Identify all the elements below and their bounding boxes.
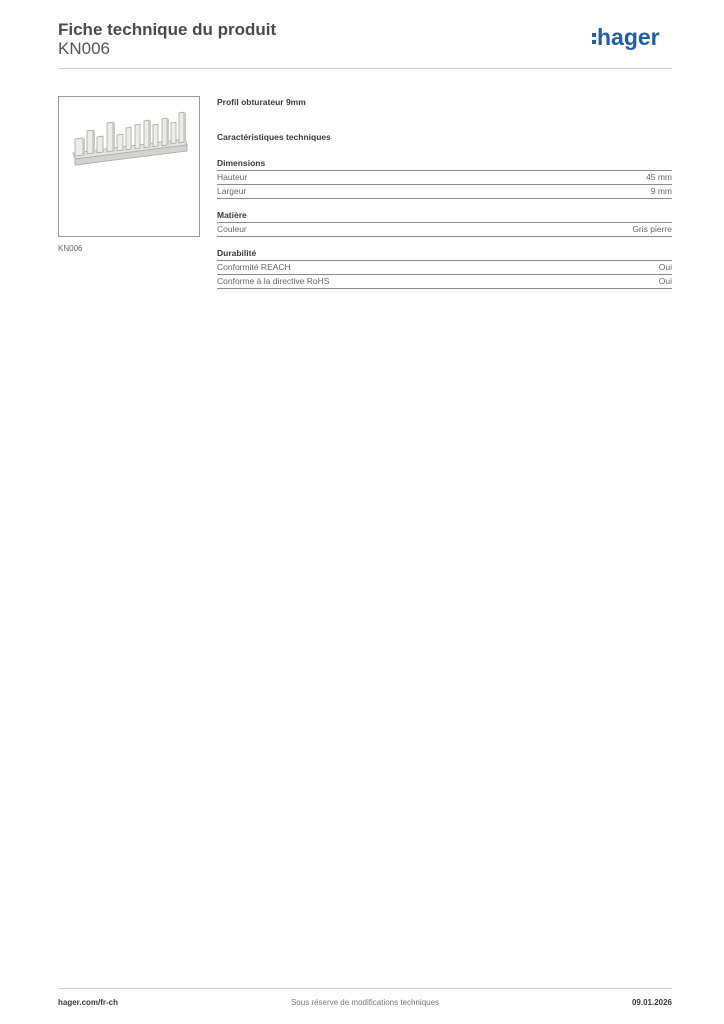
spec-label: Conformité REACH [217, 262, 291, 272]
product-reference: KN006 [58, 39, 110, 58]
footer-website-link[interactable]: hager.com/fr-ch [58, 998, 119, 1007]
spec-label: Couleur [217, 224, 247, 234]
section-durability [217, 247, 672, 289]
spec-row [217, 261, 672, 275]
header-divider [58, 68, 672, 69]
footer-date: 09.01.2026 [631, 998, 672, 1007]
spec-value: Gris pierre [632, 224, 672, 234]
specifications-panel [217, 96, 672, 289]
spec-row [217, 185, 672, 199]
section-title: Durabilité [217, 247, 672, 261]
spec-label: Hauteur [217, 172, 248, 182]
image-caption: KN006 [58, 244, 83, 253]
spec-value: Oui [658, 262, 672, 272]
section-title: Dimensions [217, 157, 672, 171]
spec-label: Conforme à la directive RoHS [217, 276, 330, 286]
specs-heading: Caractéristiques techniques [217, 132, 331, 142]
logo-wordmark: hager [597, 26, 660, 50]
hager-logo [592, 26, 672, 52]
footer-disclaimer: Sous réserve de modifications techniques [290, 998, 440, 1007]
spec-value: Oui [658, 276, 672, 286]
spec-value: 9 mm [650, 186, 672, 196]
product-image [58, 96, 200, 237]
document-header [58, 20, 672, 68]
section-material [217, 209, 672, 237]
spec-row [217, 275, 672, 289]
product-illustration [63, 101, 195, 201]
spec-row [217, 223, 672, 237]
page-title: Fiche technique du produit [58, 20, 277, 39]
product-name: Profil obturateur 9mm [217, 97, 306, 107]
section-title: Matière [217, 209, 672, 223]
spec-label: Largeur [217, 186, 247, 196]
spec-value: 45 mm [646, 172, 672, 182]
section-dimensions [217, 157, 672, 199]
footer-divider [58, 988, 672, 989]
document-footer [58, 998, 672, 1010]
spec-row [217, 171, 672, 185]
